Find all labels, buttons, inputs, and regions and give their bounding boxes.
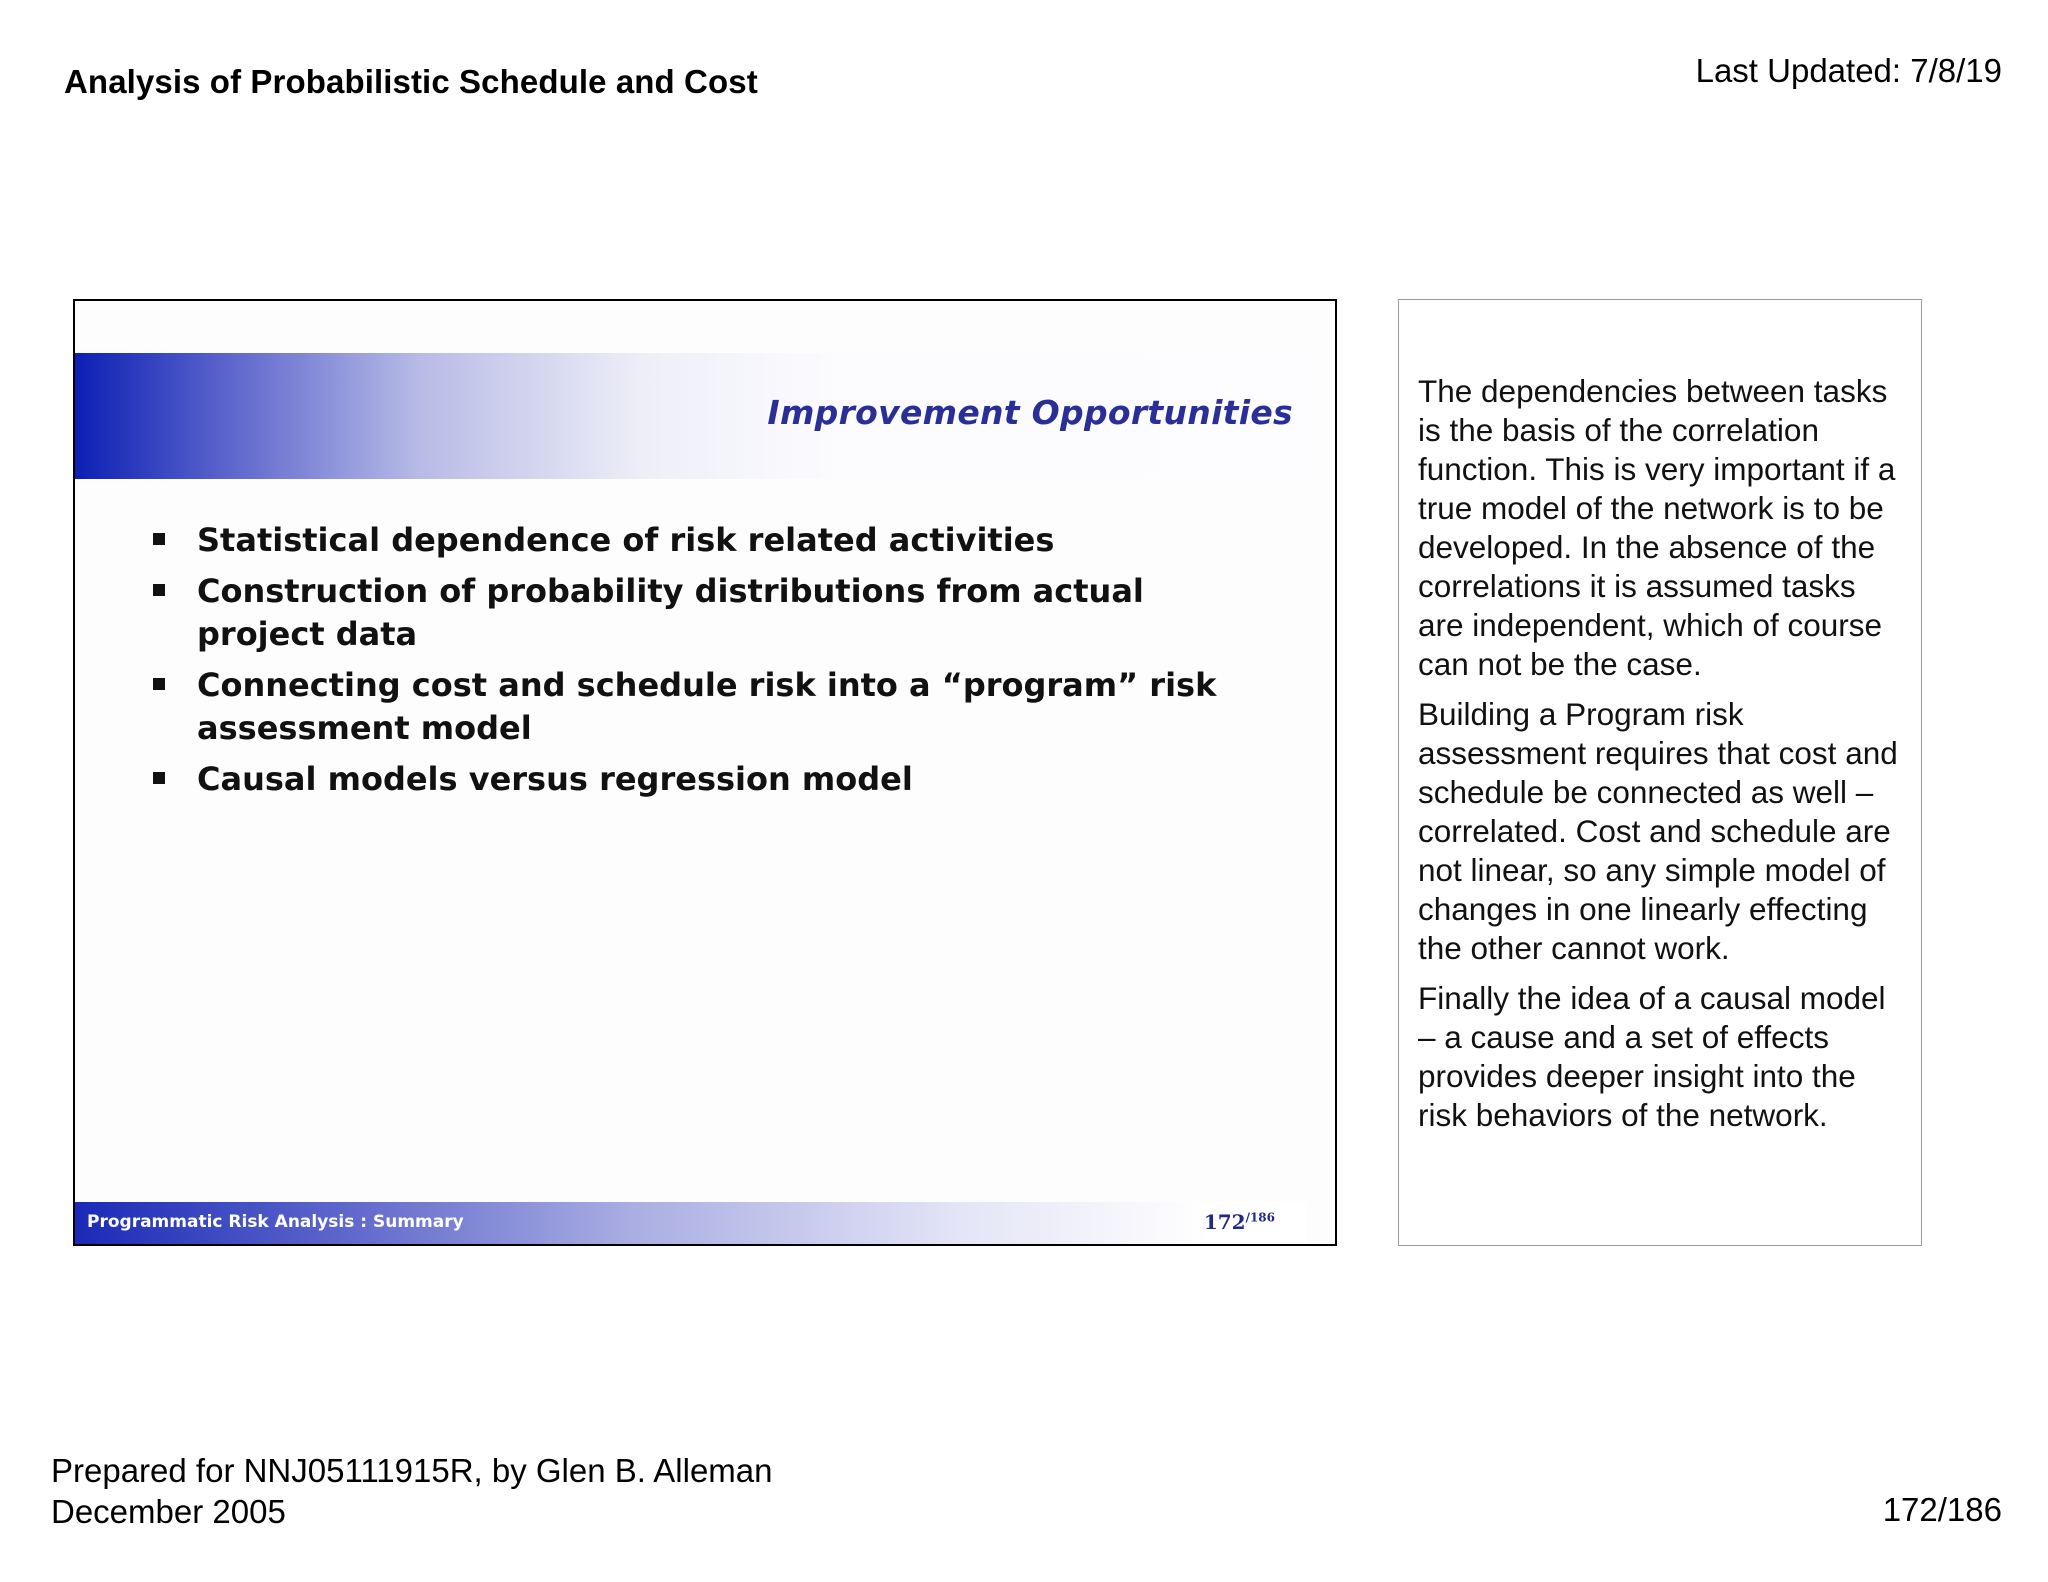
slide-page-number: [1204, 1210, 1275, 1234]
prepared-by: [51, 1450, 773, 1532]
slide-footer-bar: [75, 1202, 1307, 1244]
slide-bullet-text: Connecting cost and schedule risk into a “program” risk assessment model: [197, 666, 1217, 747]
slide-footer-label: Programmatic Risk Analysis : Summary: [87, 1212, 464, 1232]
slide-bullet-text: Causal models versus regression model: [197, 760, 913, 798]
slide-bullet: [151, 519, 1251, 562]
speaker-notes-panel: [1398, 299, 1922, 1246]
page-count: 172/186: [1882, 1491, 2002, 1528]
notes-paragraph: Finally the idea of a causal model – a cause and a set of effects provides deeper insight into the risk behaviors of the network.: [1418, 980, 1886, 1133]
bullet-square-icon: [153, 678, 165, 690]
slide-thumbnail: [73, 299, 1337, 1246]
slide-bullet-text: Statistical dependence of risk related activities: [197, 521, 1055, 559]
last-updated-date: Last Updated: 7/8/19: [1695, 52, 2002, 89]
notes-paragraph: The dependencies between tasks is the basis of the correlation function. This is very important if a true model of the network is to be developed. In the absence of the correlations it is assumed tasks are independent, which of course can not be the case.: [1418, 373, 1896, 682]
prepared-line: Prepared for NNJ05111915R, by Glen B. Alleman: [51, 1452, 773, 1489]
slide-bullet-list: [151, 519, 1251, 809]
slide-page-total: /186: [1245, 1210, 1275, 1225]
slide-page-current: 172: [1203, 1210, 1246, 1234]
notes-paragraph: Building a Program risk assessment requires that cost and schedule be connected as well – correlated. Cost and schedule are not linear, so any simple model of changes in one linearly effecting the other cannot work.: [1418, 696, 1898, 966]
slide-bullet-text: Construction of probability distributions from actual project data: [197, 572, 1144, 653]
prepared-date: December 2005: [51, 1493, 286, 1530]
slide-bullet: [151, 758, 1251, 801]
bullet-square-icon: [153, 772, 165, 784]
slide-bullet: [151, 570, 1251, 656]
bullet-square-icon: [153, 533, 165, 545]
slide-title: Improvement Opportunities: [767, 393, 1293, 432]
slide-bullet: [151, 664, 1251, 750]
bullet-square-icon: [153, 584, 165, 596]
document-title: Analysis of Probabilistic Schedule and Cost: [64, 63, 758, 100]
